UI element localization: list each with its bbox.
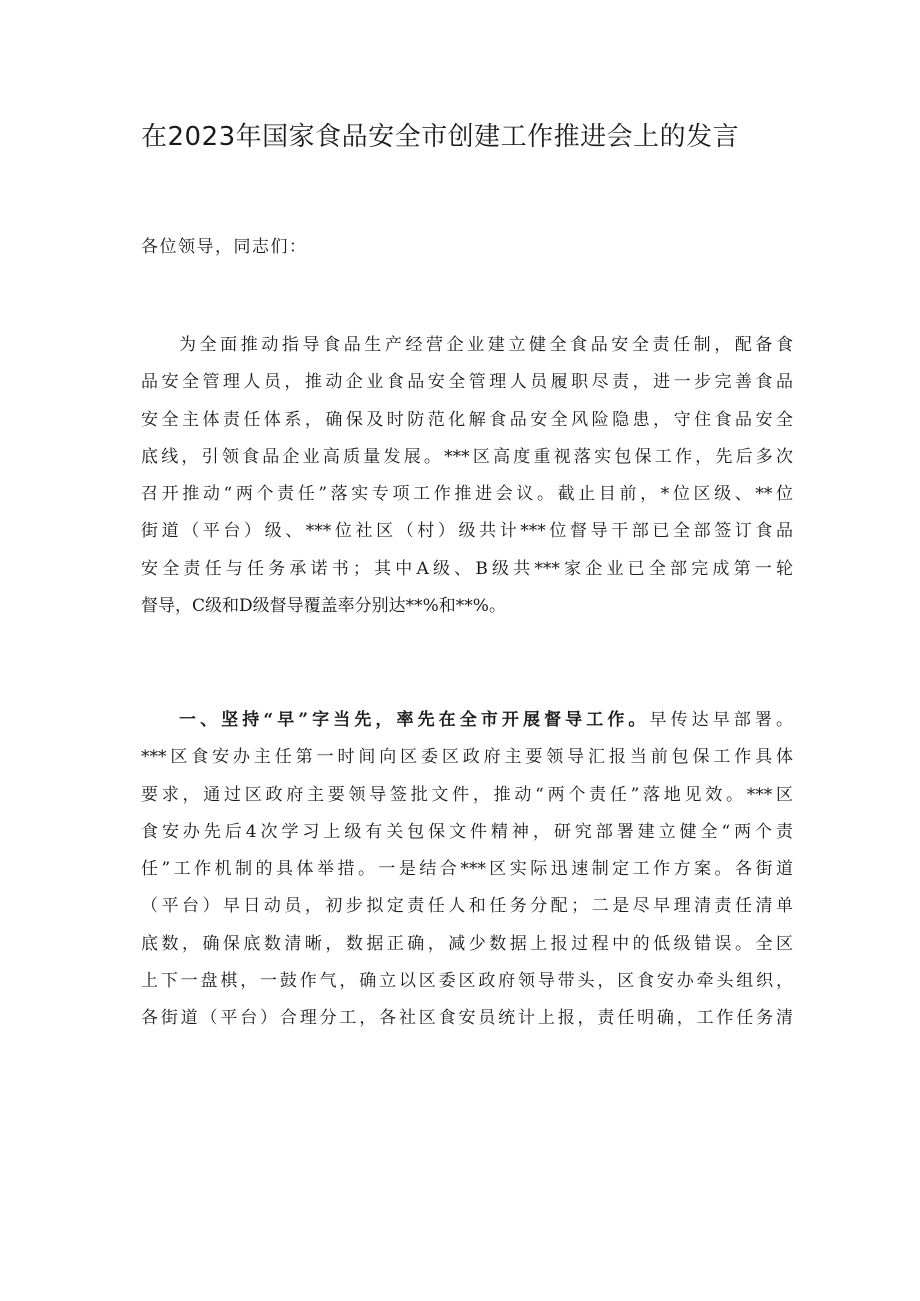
paragraph-2-line: 上下一盘棋，一鼓作气，确立以区委区政府领导带头，区食安办牵头组织， xyxy=(141,971,793,992)
paragraph-1-line: 召开推动“两个责任”落实专项工作推进会议。截止目前，*位区级、**位 xyxy=(141,484,793,505)
paragraph-2-line: 各街道（平台）合理分工，各社区食安员统计上报，责任明确，工作任务清 xyxy=(141,1008,793,1029)
paragraph-1-line: 底线，引领食品企业高质量发展。***区高度重视落实包保工作，先后多次 xyxy=(141,446,793,467)
paragraph-2 xyxy=(141,702,793,1038)
document-title: 在2023年国家食品安全市创建工作推进会上的发言 xyxy=(141,122,740,152)
paragraph-2-first-line xyxy=(141,702,793,739)
paragraph-2-line: ***区食安办主任第一时间向区委区政府主要领导汇报当前包保工作具体 xyxy=(141,747,793,768)
paragraph-2-line: 食安办先后4次学习上级有关包保文件精神，研究部署建立健全“两个责 xyxy=(141,821,793,842)
paragraph-1-line: 督导，C级和D级督导覆盖率分别达**%和**%。 xyxy=(141,596,506,617)
paragraph-1-line: 品安全管理人员，推动企业食品安全管理人员履职尽责，进一步完善食品 xyxy=(141,372,793,393)
paragraph-2-line-rest: 早传达早部署。 xyxy=(649,710,794,730)
paragraph-1-line: 安全主体责任体系，确保及时防范化解食品安全风险隐患，守住食品安全 xyxy=(141,409,793,430)
section-heading: 一、坚持“早”字当先，率先在全市开展督导工作。 xyxy=(179,710,650,730)
paragraph-2-line: （平台）早日动员，初步拟定责任人和任务分配；二是尽早理清责任清单 xyxy=(141,896,793,917)
greeting: 各位领导，同志们： xyxy=(141,237,308,257)
paragraph-2-line: 要求，通过区政府主要领导签批文件，推动“两个责任”落地见效。***区 xyxy=(141,784,793,805)
paragraph-2-line: 任”工作机制的具体举措。一是结合***区实际迅速制定工作方案。各街道 xyxy=(141,859,793,880)
paragraph-1-line: 街道（平台）级、***位社区（村）级共计***位督导干部已全部签订食品 xyxy=(141,521,793,542)
paragraph-1 xyxy=(141,327,793,625)
paragraph-1-line: 安全责任与任务承诺书；其中A级、B级共***家企业已全部完成第一轮 xyxy=(141,558,793,579)
paragraph-1-line: 为全面推动指导食品生产经营企业建立健全食品安全责任制，配备食 xyxy=(179,335,793,355)
paragraph-2-line: 底数，确保底数清晰，数据正确，减少数据上报过程中的低级错误。全区 xyxy=(141,933,793,954)
